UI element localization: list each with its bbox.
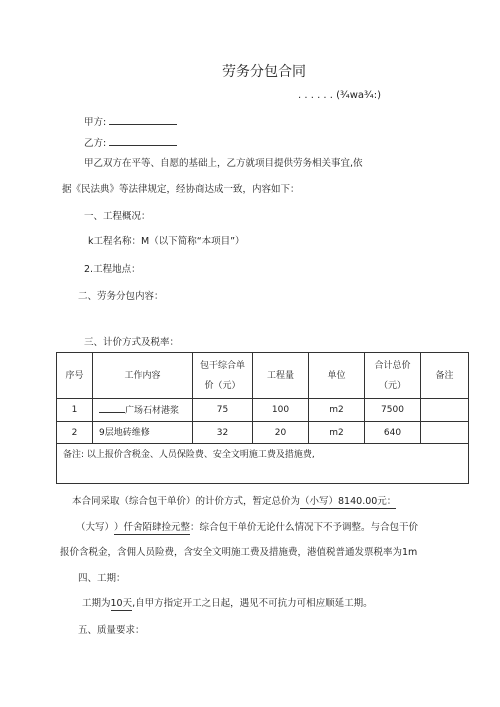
- period-days: 10天: [110, 598, 133, 609]
- party-b-line: [84, 136, 177, 150]
- row-2-no: 2: [57, 422, 93, 444]
- project-location-line: 2.工程地点：: [84, 264, 141, 275]
- row-2-quantity: 20: [253, 422, 309, 444]
- table-row: [57, 399, 469, 422]
- header-unit-price-line-1: 包干综合单: [199, 360, 245, 371]
- header-unit-price: [193, 353, 253, 399]
- period-text: ,自甲方指定开工之日起，遇见不可抗力可相应顺延工期。: [132, 598, 373, 609]
- section-5-heading: 五、质量要求：: [78, 625, 145, 636]
- section-2-heading: 二、劳务分包内容：: [78, 291, 164, 302]
- row-2-unit: m2: [309, 422, 365, 444]
- price-method-text: 本合同采取（综合包干单价）的计价方式，暂定总价为: [72, 496, 301, 507]
- price-paragraph-line-2: [76, 522, 418, 535]
- price-paragraph-line-1: [72, 496, 396, 509]
- party-a-label: 甲方:: [84, 117, 107, 128]
- header-work: 工作内容: [93, 353, 193, 399]
- price-paragraph-line-3: 报价含税金，含佣人员险费，含安全文明施工费及措施费，港值税普通发票税率为1m: [60, 547, 418, 558]
- section-3-heading: 三、计价方式及税率：: [84, 337, 180, 348]
- section-4-heading: 四、工期：: [78, 573, 126, 584]
- row-2-work: 9层地砖维修: [93, 422, 193, 444]
- row-1-price: 75: [193, 399, 253, 422]
- price-total-uppercase: ）仟舍陌肆捡元整: [114, 522, 191, 533]
- row-1-work-blank: [99, 403, 125, 413]
- header-quantity: 工程量: [253, 353, 309, 399]
- row-1-unit: m2: [309, 399, 365, 422]
- price-uppercase-label: （大写）: [76, 522, 115, 533]
- table-header-row: [57, 353, 469, 399]
- period-label: 工期为: [82, 598, 111, 609]
- header-no: 序号: [57, 353, 93, 399]
- document-number: . . . . . . (¾wa¾:): [298, 90, 382, 101]
- row-1-quantity: 100: [253, 399, 309, 422]
- document-title: 劳务分包合同: [222, 64, 306, 80]
- construction-period-line: [82, 598, 373, 611]
- row-1-work-text: 广场石材港浆: [125, 406, 180, 416]
- pricing-table: [56, 352, 469, 484]
- row-1-no: 1: [57, 399, 93, 422]
- party-b-blank: [109, 136, 177, 146]
- party-a-line: [84, 115, 177, 129]
- intro-line-1: 甲乙双方在平等、自愿的基础上，乙方就项目提供劳务相关事宜,依: [84, 158, 363, 169]
- row-2-price: 32: [193, 422, 253, 444]
- row-2-total: 640: [365, 422, 421, 444]
- header-unit: 单位: [309, 353, 365, 399]
- price-total-lowercase: （小写）8140.00元：: [300, 496, 397, 507]
- price-adjustment-text: ：综合包干单价无论什么情况下不予调整。与合包干价: [190, 522, 419, 533]
- party-a-blank: [109, 115, 177, 125]
- row-1-total: 7500: [365, 399, 421, 422]
- table-row: [57, 422, 469, 444]
- header-remark: 备注: [421, 353, 469, 399]
- section-1-heading: 一、工程概况：: [84, 211, 151, 222]
- party-b-label: 乙方:: [84, 138, 107, 149]
- intro-line-2: 据《民法典》等法律规定，经协商达成一致，内容如下：: [62, 184, 300, 195]
- header-total: [365, 353, 421, 399]
- header-unit-price-line-2: 价（元）: [204, 380, 241, 391]
- header-total-line-2: （元）: [378, 380, 406, 391]
- table-note: 备注: 以上报价含税金、人员保险费、安全文明施工费及措施费,: [57, 444, 469, 484]
- header-total-line-1: 合计总价: [374, 360, 411, 371]
- row-1-work: [93, 399, 193, 422]
- row-2-remark: [421, 422, 469, 444]
- table-note-row: [57, 444, 469, 484]
- project-name-line: k工程名称：M（以下简称“本项目”）: [88, 236, 245, 247]
- row-1-remark: [421, 399, 469, 422]
